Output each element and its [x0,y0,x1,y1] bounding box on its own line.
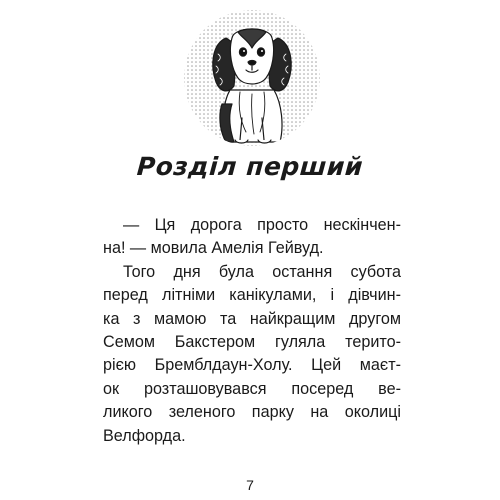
body-line: ок розташовувався посеред ве- [103,379,401,398]
body-line: перед літніми канікулами, і дівчин- [103,286,401,305]
body-line: ка з мамою та найкращим другом [103,309,401,328]
body-line: Того дня була остання субота [123,262,401,281]
body-line: на! — мовила Амелія Гейвуд. [103,239,324,258]
chapter-body [103,214,401,448]
body-line: Семом Бакстером гуляла терито- [103,332,401,351]
body-line: — Ця дорога просто нескінчен- [123,216,401,234]
body-line: ликого зеленого парку на околиці [103,403,401,422]
body-line: рією Бремблдаун-Холу. Цей маєт- [103,356,401,375]
page-number: 7 [246,477,254,493]
body-line: Велфорда. [103,426,186,445]
chapter-title: Розділ перший [135,152,365,181]
puppy-illustration [182,8,322,148]
